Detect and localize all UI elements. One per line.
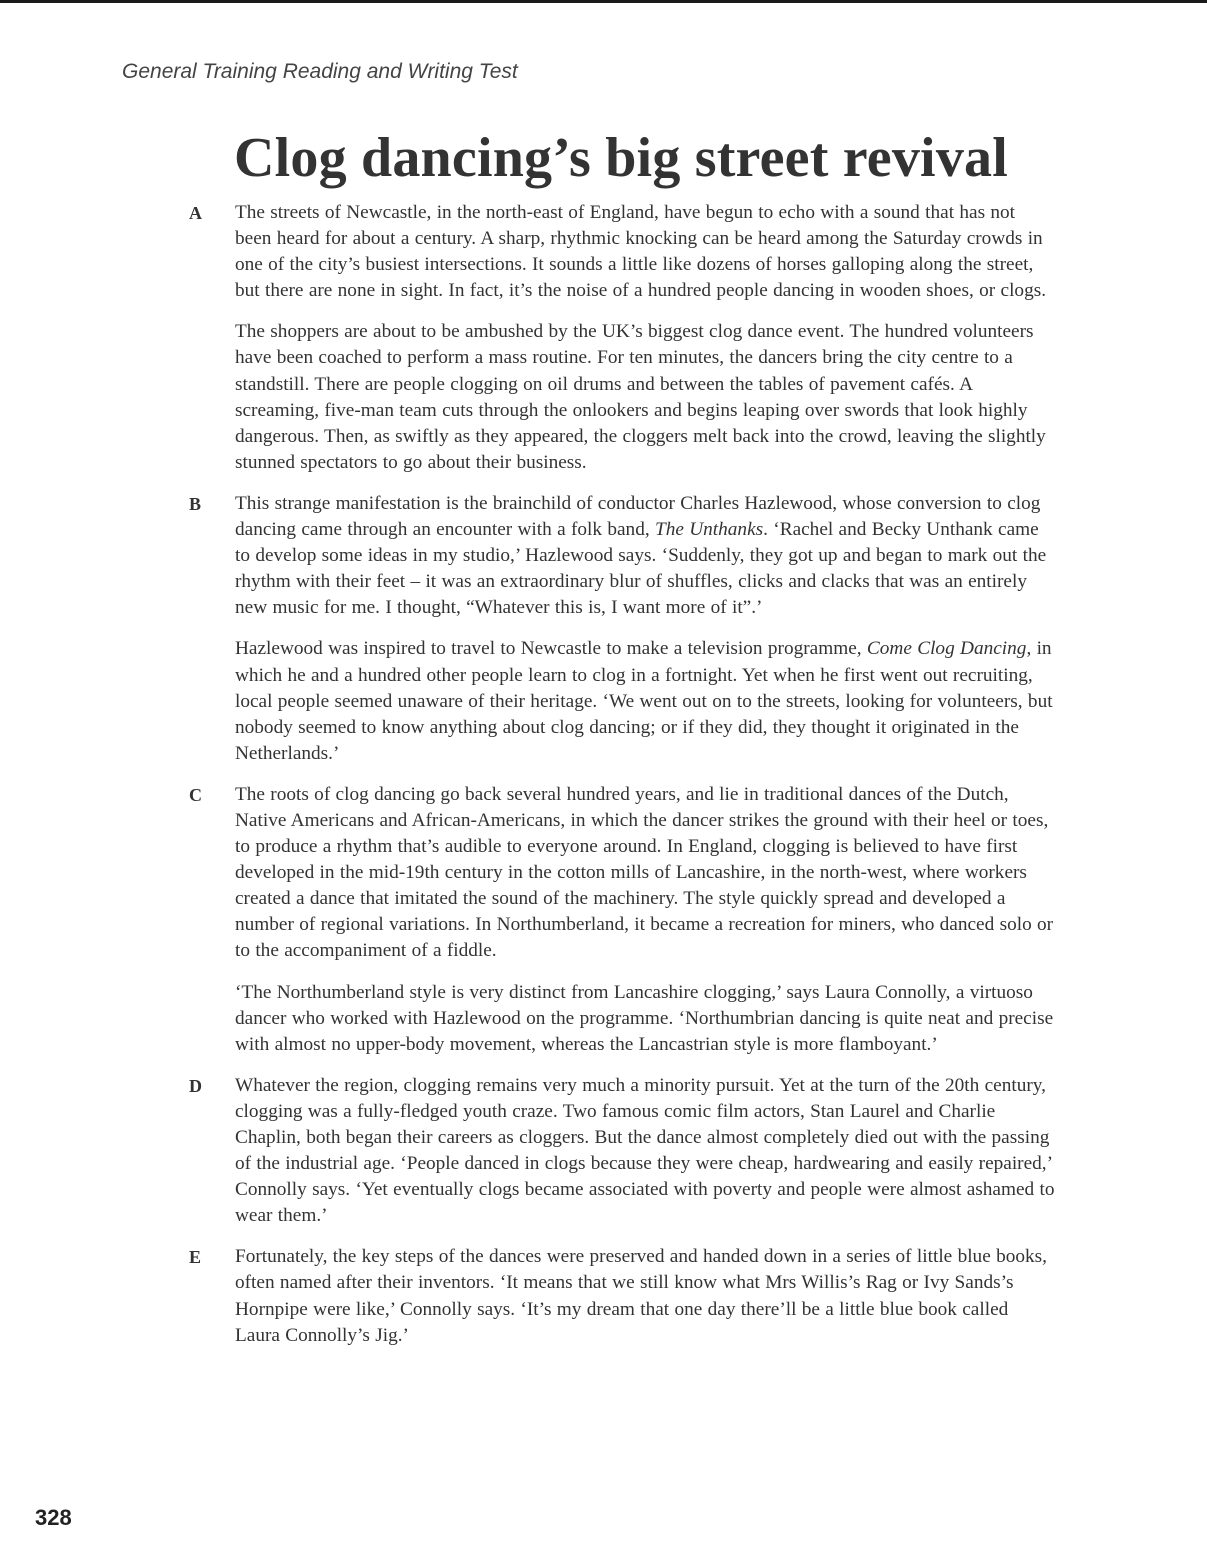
paragraph-text: The roots of clog dancing go back several hundred years, and lie in traditional dances of the Dutch, Native Americans and African-Americans, in which the dancer strikes the ground with their heel or toes, to produce a rhythm that’s audible to everyone around. In England, clogging is believed to have first developed in the mid-19th century in the cotton mills of Lancashire, in the north-west, where workers created a dance that imitated the sound of the machinery. The style quickly spread and developed a number of regional variations. In Northumberland, it became a recreation for miners, who danced solo or to the accompaniment of a fiddle.	[235, 783, 1054, 962]
paragraph-text: ‘The Northumberland style is very distinct from Lancashire clogging,’ says Laura Connolly, a virtuoso dancer who worked with Hazlewood on the programme. ‘Northumbrian dancing is quite neat and precise with almost no upper-body movement, whereas the Lancastrian style is more flamboyant.’	[235, 981, 1054, 1055]
programme-title: Come Clog Dancing	[866, 638, 1027, 660]
paragraph-d	[189, 1073, 1055, 1230]
article-title: Clog dancing’s big street revival	[234, 127, 1008, 189]
paragraph-text: Hazlewood was inspired to travel to Newcastle to make a television programme,	[235, 638, 867, 660]
section-letter-b: B	[189, 493, 202, 514]
section-letter-d: D	[189, 1075, 202, 1096]
paragraph-a-2	[235, 319, 1055, 476]
paragraph-text: , in which he and a hundred other people learn to clog in a fortnight. Yet when he first went out recruiting, local people seemed unaware of their heritage. ‘We went out on to the streets, looking for volunteers, but nobody seemed to know anything about clog dancing; or if they did, they thought it originated in the Netherlands.’	[235, 638, 1053, 764]
article-body	[0, 200, 1207, 1364]
paragraph-c-2	[235, 980, 1055, 1058]
section-letter-c: C	[189, 784, 202, 805]
paragraph-text: Whatever the region, clogging remains very much a minority pursuit. Yet at the turn of the 20th century, clogging was a fully-fledged youth craze. Two famous comic film actors, Stan Laurel and Charlie Chaplin, both began their careers as cloggers. But the dance almost completely died out with the passing of the industrial age. ‘People danced in clogs because they were cheap, hardwearing and easily repaired,’ Connolly says. ‘Yet eventually clogs became associated with poverty and people were almost ashamed to wear them.’	[235, 1074, 1055, 1227]
paragraph-text: The shoppers are about to be ambushed by the UK’s biggest clog dance event. The hundred volunteers have been coached to perform a mass routine. For ten minutes, the dancers bring the city centre to a standstill. There are people clogging on oil drums and between the tables of pavement cafés. A screaming, five-man team cuts through the onlookers and begins leaping over swords that look highly dangerous. Then, as swiftly as they appeared, the cloggers melt back into the crowd, leaving the slightly stunned spectators to go about their business.	[235, 321, 1046, 473]
top-rule	[0, 0, 1207, 3]
section-letter-a: A	[189, 203, 202, 223]
paragraph-text: Fortunately, the key steps of the dances were preserved and handed down in a series of little blue books, often named after their inventors. ‘It means that we still know what Mrs Willis’s Rag or Ivy Sands’s Hornpipe were like,’ Connolly says. ‘It’s my dream that one day there’ll be a little blue book called Laura Connolly’s Jig.’	[235, 1246, 1047, 1346]
section-letter-e: E	[189, 1247, 202, 1268]
paragraph-c-1	[189, 782, 1055, 965]
paragraph-b-1	[189, 491, 1055, 621]
paragraph-text: This strange manifestation is the brainchild of conductor Charles Hazlewood, whose conversion to clog dancing came through an encounter with a folk band,	[235, 492, 1041, 541]
paragraph-text: . ‘Rachel and Becky Unthank came to develop some ideas in my studio,’ Hazlewood says. ‘Suddenly, they got up and began to mark out the rhythm with their feet – it was an extraordinary blur of shuffles, clicks and clacks that was an entirely new music for me. I thought, “Whatever this is, I want more of it”.’	[235, 519, 1047, 619]
paragraph-b-2	[235, 636, 1055, 766]
band-name: The Unthanks	[654, 519, 764, 541]
paragraph-text: The streets of Newcastle, in the north-east of England, have begun to echo with a sound that has not been heard for about a century. A sharp, rhythmic knocking can be heard among the Saturday crowds in one of the city’s busiest intersections. It sounds a little like dozens of horses galloping along the street, but there are none in sight. In fact, it’s the noise of a hundred people dancing in wooden shoes, or clogs.	[235, 202, 1047, 302]
running-header: General Training Reading and Writing Test	[122, 60, 518, 83]
paragraph-e	[189, 1244, 1055, 1348]
paragraph-a-1	[189, 200, 1055, 304]
page-number: 328	[35, 1505, 72, 1530]
